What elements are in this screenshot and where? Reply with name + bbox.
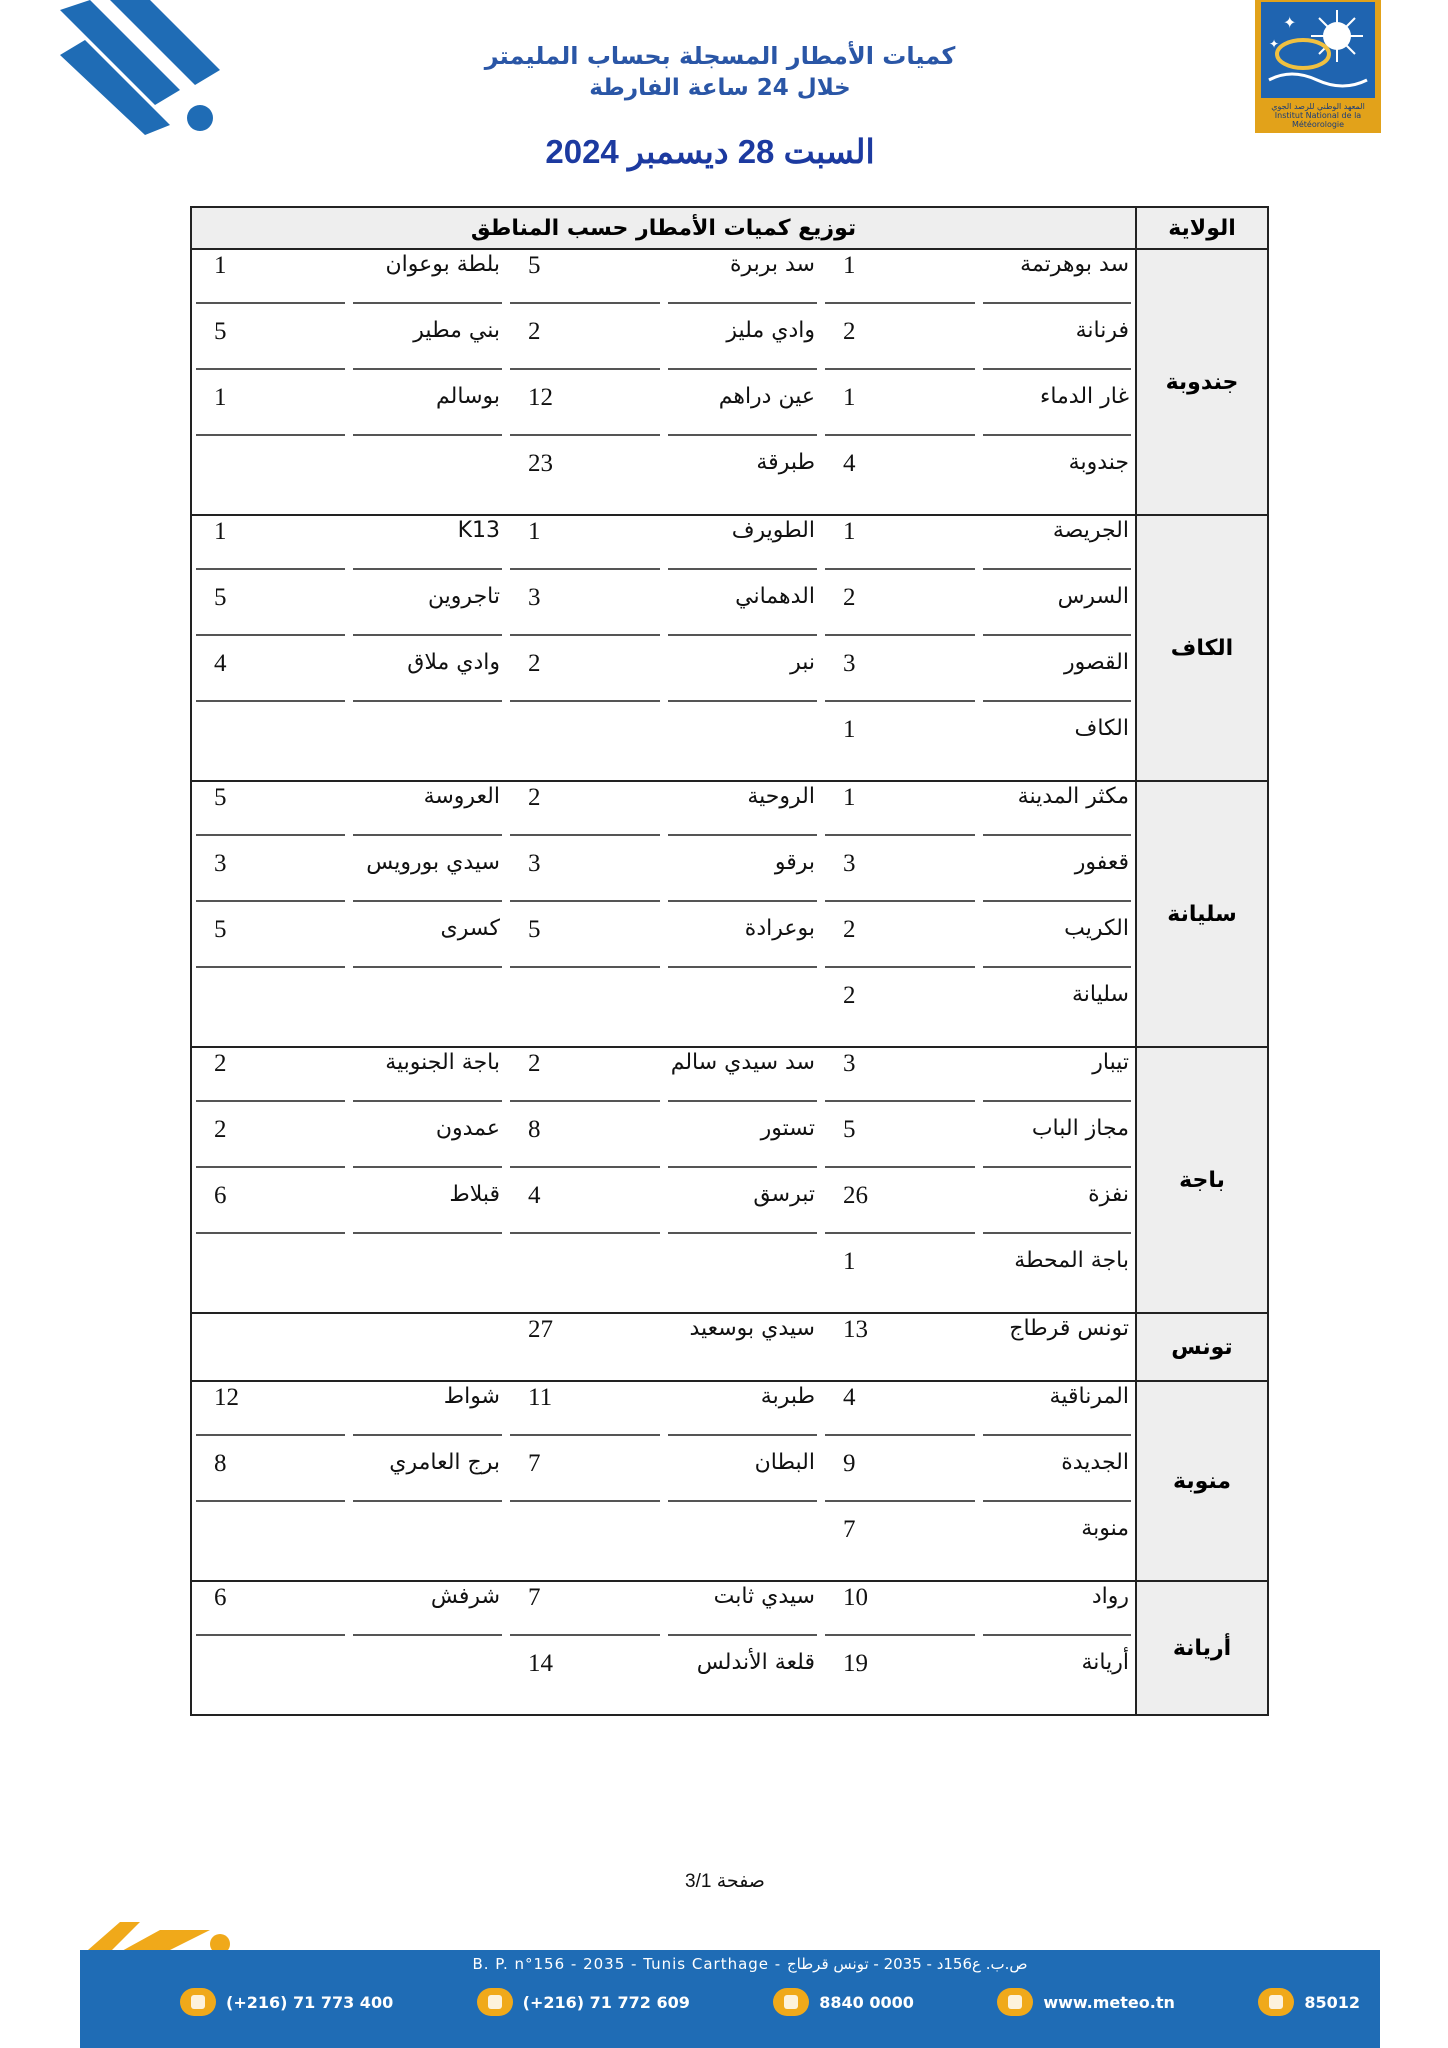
rainfall-value-cell: 3: [821, 648, 979, 714]
station-name-cell: الروحية: [664, 781, 822, 848]
rainfall-value-cell: 7: [506, 1581, 664, 1648]
table-row: [191, 1114, 1268, 1180]
governorate-cell: تونس: [1136, 1313, 1268, 1381]
contact-text: (+216) 71 772 609: [522, 1992, 690, 2012]
station-name-cell: جندوبة: [979, 448, 1137, 515]
station-name-cell: الكريب: [979, 914, 1137, 980]
station-name-cell: [664, 714, 822, 781]
station-name-cell: طبرقة: [664, 448, 822, 515]
station-name-cell: سيدي ثابت: [664, 1581, 822, 1648]
station-name-cell: باجة المحطة: [979, 1246, 1137, 1313]
governorate-cell: الكاف: [1136, 515, 1268, 781]
station-name-cell: [349, 1648, 507, 1715]
rainfall-value-cell: 3: [821, 848, 979, 914]
rainfall-value-cell: 12: [191, 1381, 349, 1448]
station-name-cell: غار الدماء: [979, 382, 1137, 448]
table-row: [191, 714, 1268, 781]
station-name-cell: سد بربرة: [664, 249, 822, 316]
governorate-cell: باجة: [1136, 1047, 1268, 1313]
phone-icon: [180, 1988, 216, 2016]
station-name-cell: باجة الجنوبية: [349, 1047, 507, 1114]
rainfall-value-cell: 7: [506, 1448, 664, 1514]
rainfall-value-cell: [506, 1246, 664, 1313]
station-name-cell: تاجروين: [349, 582, 507, 648]
station-name-cell: السرس: [979, 582, 1137, 648]
institute-logo: [1255, 0, 1381, 133]
station-name-cell: [664, 1514, 822, 1581]
table-row: [191, 1514, 1268, 1581]
station-name-cell: مجاز الباب: [979, 1114, 1137, 1180]
table-row: [191, 1180, 1268, 1246]
table-row: [191, 1381, 1268, 1448]
rainfall-value-cell: 4: [821, 1381, 979, 1448]
station-name-cell: سليانة: [979, 980, 1137, 1047]
rainfall-value-cell: 3: [506, 848, 664, 914]
station-name-cell: الطويرف: [664, 515, 822, 582]
station-name-cell: شواط: [349, 1381, 507, 1448]
distribution-header: توزيع كميات الأمطار حسب المناطق: [191, 207, 1136, 249]
svg-text:✦: ✦: [1283, 13, 1297, 32]
svg-text:✦: ✦: [1269, 37, 1280, 51]
station-name-cell: سد بوهرتمة: [979, 249, 1137, 316]
station-name-cell: نبر: [664, 648, 822, 714]
station-name-cell: تيبار: [979, 1047, 1137, 1114]
sms-icon: [1258, 1988, 1294, 2016]
page-number: صفحة 3/1: [685, 1871, 765, 1892]
station-name-cell: [349, 980, 507, 1047]
rainfall-value-cell: [191, 980, 349, 1047]
station-name-cell: شرفش: [349, 1581, 507, 1648]
footer-address: B. P. n°156 - 2035 - Tunis Carthage - ص.ب. ع156د - 2035 - تونس قرطاج: [472, 1955, 1028, 1973]
rainfall-table: [190, 206, 1269, 1716]
footer-contacts: [180, 1988, 1360, 2016]
station-name-cell: عمدون: [349, 1114, 507, 1180]
rainfall-value-cell: 5: [506, 249, 664, 316]
station-name-cell: بوسالم: [349, 382, 507, 448]
rainfall-value-cell: 6: [191, 1581, 349, 1648]
station-name-cell: قلعة الأندلس: [664, 1648, 822, 1715]
rainfall-value-cell: 4: [506, 1180, 664, 1246]
rainfall-value-cell: 4: [821, 448, 979, 515]
governorate-cell: سليانة: [1136, 781, 1268, 1047]
rainfall-value-cell: 9: [821, 1448, 979, 1514]
rainfall-value-cell: 1: [191, 515, 349, 582]
station-name-cell: العروسة: [349, 781, 507, 848]
rainfall-value-cell: 2: [821, 914, 979, 980]
governorate-cell: منوبة: [1136, 1381, 1268, 1581]
rainfall-value-cell: 11: [506, 1381, 664, 1448]
station-name-cell: نفزة: [979, 1180, 1137, 1246]
rainfall-value-cell: 2: [821, 582, 979, 648]
fax-icon: [477, 1988, 513, 2016]
station-name-cell: البطان: [664, 1448, 822, 1514]
rainfall-value-cell: 3: [191, 848, 349, 914]
table-row: [191, 848, 1268, 914]
rainfall-value-cell: [506, 980, 664, 1047]
table-row: [191, 1313, 1268, 1381]
station-name-cell: [349, 1313, 507, 1381]
table-row: [191, 515, 1268, 582]
station-name-cell: برج العامري: [349, 1448, 507, 1514]
rainfall-value-cell: 6: [191, 1180, 349, 1246]
rainfall-value-cell: 1: [821, 382, 979, 448]
rainfall-value-cell: 5: [506, 914, 664, 980]
station-name-cell: رواد: [979, 1581, 1137, 1648]
table-row: [191, 1047, 1268, 1114]
table-row: [191, 914, 1268, 980]
station-name-cell: [349, 1246, 507, 1313]
station-name-cell: [349, 714, 507, 781]
station-name-cell: الكاف: [979, 714, 1137, 781]
rainfall-value-cell: 2: [821, 316, 979, 382]
table-row: [191, 382, 1268, 448]
rainfall-value-cell: 10: [821, 1581, 979, 1648]
rainfall-value-cell: 2: [191, 1047, 349, 1114]
station-name-cell: بني مطير: [349, 316, 507, 382]
station-name-cell: تبرسق: [664, 1180, 822, 1246]
rainfall-value-cell: 2: [506, 316, 664, 382]
station-name-cell: تستور: [664, 1114, 822, 1180]
station-name-cell: بلطة بوعوان: [349, 249, 507, 316]
station-name-cell: [349, 1514, 507, 1581]
rainfall-value-cell: 8: [506, 1114, 664, 1180]
rainfall-value-cell: [191, 1514, 349, 1581]
rainfall-value-cell: 2: [191, 1114, 349, 1180]
rainfall-value-cell: 5: [821, 1114, 979, 1180]
rainfall-value-cell: [506, 1514, 664, 1581]
globe-icon: [997, 1988, 1033, 2016]
logo-caption: المعهد الوطني للرصد الجوي Institut National de la Météorologie: [1271, 102, 1365, 129]
station-name-cell: الجديدة: [979, 1448, 1137, 1514]
table-row: [191, 1448, 1268, 1514]
station-name-cell: سيدي بوسعيد: [664, 1313, 822, 1381]
rainfall-value-cell: 1: [191, 249, 349, 316]
table-row: [191, 1581, 1268, 1648]
station-name-cell: وادي ملاق: [349, 648, 507, 714]
station-name-cell: قعفور: [979, 848, 1137, 914]
rainfall-value-cell: 13: [821, 1313, 979, 1381]
station-name-cell: قبلاط: [349, 1180, 507, 1246]
station-name-cell: سيدي بورويس: [349, 848, 507, 914]
rainfall-value-cell: 2: [821, 980, 979, 1047]
rainfall-value-cell: [191, 1246, 349, 1313]
governorate-header: الولاية: [1136, 207, 1268, 249]
rainfall-value-cell: 1: [821, 1246, 979, 1313]
contact-item: [180, 1988, 393, 2016]
rainfall-value-cell: 26: [821, 1180, 979, 1246]
station-name-cell: K13: [349, 515, 507, 582]
governorate-cell: جندوبة: [1136, 249, 1268, 515]
rainfall-value-cell: 14: [506, 1648, 664, 1715]
contact-text: 85012: [1304, 1992, 1360, 2012]
rainfall-value-cell: 5: [191, 781, 349, 848]
table-row: [191, 980, 1268, 1047]
weather-emblem-icon: [1261, 2, 1375, 98]
rainfall-value-cell: 1: [191, 382, 349, 448]
rainfall-value-cell: 19: [821, 1648, 979, 1715]
contact-text: (+216) 71 773 400: [226, 1992, 394, 2012]
rainfall-value-cell: [191, 448, 349, 515]
table-header-row: [191, 207, 1268, 249]
table-row: [191, 316, 1268, 382]
rainfall-value-cell: 27: [506, 1313, 664, 1381]
rainfall-value-cell: 8: [191, 1448, 349, 1514]
station-name-cell: برقو: [664, 848, 822, 914]
rainfall-value-cell: 5: [191, 914, 349, 980]
contact-item: [477, 1988, 690, 2016]
governorate-cell: أريانة: [1136, 1581, 1268, 1715]
table-row: [191, 1246, 1268, 1313]
rainfall-value-cell: 5: [191, 316, 349, 382]
rainfall-value-cell: 1: [506, 515, 664, 582]
decorative-stripes: [60, 0, 240, 140]
station-name-cell: بوعرادة: [664, 914, 822, 980]
rainfall-value-cell: 7: [821, 1514, 979, 1581]
station-name-cell: مكثر المدينة: [979, 781, 1137, 848]
rainfall-value-cell: 1: [821, 781, 979, 848]
station-name-cell: أريانة: [979, 1648, 1137, 1715]
station-name-cell: الجريصة: [979, 515, 1137, 582]
station-name-cell: [349, 448, 507, 515]
station-name-cell: طبربة: [664, 1381, 822, 1448]
rainfall-value-cell: [191, 1648, 349, 1715]
rainfall-value-cell: [506, 714, 664, 781]
rainfall-value-cell: 1: [821, 714, 979, 781]
table-row: [191, 448, 1268, 515]
table-row: [191, 249, 1268, 316]
rainfall-value-cell: 12: [506, 382, 664, 448]
station-name-cell: الدهماني: [664, 582, 822, 648]
contact-text[interactable]: www.meteo.tn: [1043, 1992, 1175, 2012]
station-name-cell: سد سيدي سالم: [664, 1047, 822, 1114]
contact-item: [997, 1988, 1175, 2016]
station-name-cell: عين دراهم: [664, 382, 822, 448]
report-date: السبت 28 ديسمبر 2024: [545, 133, 875, 170]
table-row: [191, 1648, 1268, 1715]
station-name-cell: تونس قرطاج: [979, 1313, 1137, 1381]
table-row: [191, 781, 1268, 848]
rainfall-value-cell: 2: [506, 1047, 664, 1114]
report-subtitle: خلال 24 ساعة الفارطة: [589, 75, 851, 101]
report-title: كميات الأمطار المسجلة بحساب المليمتر: [484, 42, 956, 70]
rainfall-value-cell: [191, 714, 349, 781]
contact-item: [1258, 1988, 1360, 2016]
rainfall-value-cell: 4: [191, 648, 349, 714]
table-row: [191, 648, 1268, 714]
table-row: [191, 582, 1268, 648]
station-name-cell: المرناقية: [979, 1381, 1137, 1448]
rainfall-value-cell: 3: [506, 582, 664, 648]
contact-text: 8840 0000: [819, 1992, 914, 2012]
station-name-cell: القصور: [979, 648, 1137, 714]
station-name-cell: وادي مليز: [664, 316, 822, 382]
station-name-cell: فرنانة: [979, 316, 1137, 382]
rainfall-value-cell: 23: [506, 448, 664, 515]
rainfall-value-cell: 2: [506, 648, 664, 714]
station-name-cell: [664, 980, 822, 1047]
rainfall-value-cell: 2: [506, 781, 664, 848]
station-name-cell: منوبة: [979, 1514, 1137, 1581]
rainfall-value-cell: 5: [191, 582, 349, 648]
station-name-cell: [664, 1246, 822, 1313]
rainfall-value-cell: 1: [821, 515, 979, 582]
handset-icon: [773, 1988, 809, 2016]
rainfall-value-cell: 3: [821, 1047, 979, 1114]
station-name-cell: كسرى: [349, 914, 507, 980]
contact-item: [773, 1988, 914, 2016]
rainfall-value-cell: 1: [821, 249, 979, 316]
rainfall-table-body: [191, 249, 1268, 1715]
rainfall-value-cell: [191, 1313, 349, 1381]
